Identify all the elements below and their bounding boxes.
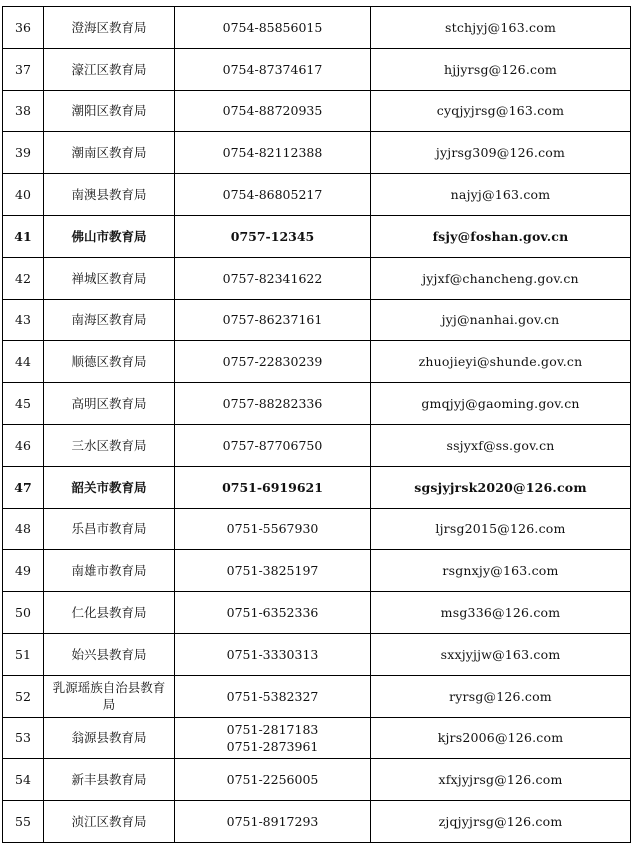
phone-number: 0751-3330313 <box>226 646 319 662</box>
table-row <box>3 675 631 717</box>
phone-number: 0754-85856015 <box>222 19 323 35</box>
row-number: 47 <box>3 466 44 508</box>
phone-cell <box>175 675 371 717</box>
phone-number: 0751-2256005 <box>226 772 319 788</box>
phone-cell <box>175 299 371 341</box>
email-address: cyqjyjrsg@163.com <box>371 90 631 132</box>
email-address: xfxjyjrsg@126.com <box>371 759 631 801</box>
table-row <box>3 801 631 843</box>
table-row <box>3 174 631 216</box>
table-row <box>3 383 631 425</box>
phone-number: 0757-22830239 <box>222 354 323 370</box>
phone-cell <box>175 550 371 592</box>
row-number: 49 <box>3 550 44 592</box>
email-address: ssjyxf@ss.gov.cn <box>371 424 631 466</box>
bureau-name: 乐昌市教育局 <box>44 508 175 550</box>
phone-number: 0751-2817183 <box>226 721 319 737</box>
email-address: jyjxf@chancheng.gov.cn <box>371 257 631 299</box>
phone-number: 0757-86237161 <box>222 312 323 328</box>
row-number: 37 <box>3 48 44 90</box>
phone-number: 0751-5382327 <box>226 688 319 704</box>
email-address: kjrs2006@126.com <box>371 717 631 759</box>
row-number: 39 <box>3 132 44 174</box>
table-row <box>3 508 631 550</box>
phone-cell <box>175 215 371 257</box>
bureau-name: 新丰县教育局 <box>44 759 175 801</box>
bureau-name: 韶关市教育局 <box>44 466 175 508</box>
phone-cell <box>175 592 371 634</box>
email-address: zjqjyjrsg@126.com <box>371 801 631 843</box>
email-address: zhuojieyi@shunde.gov.cn <box>371 341 631 383</box>
bureau-name: 乳源瑶族自治县教育局 <box>44 675 175 717</box>
email-address: hjjyrsg@126.com <box>371 48 631 90</box>
row-number: 40 <box>3 174 44 216</box>
phone-cell <box>175 341 371 383</box>
bureau-name: 南海区教育局 <box>44 299 175 341</box>
table-row <box>3 550 631 592</box>
email-address: jyj@nanhai.gov.cn <box>371 299 631 341</box>
phone-cell <box>175 7 371 49</box>
row-number: 54 <box>3 759 44 801</box>
bureau-name: 南雄市教育局 <box>44 550 175 592</box>
row-number: 41 <box>3 215 44 257</box>
phone-number: 0751-6352336 <box>226 605 319 621</box>
phone-cell <box>175 383 371 425</box>
email-address: sgsjyjrsk2020@126.com <box>371 466 631 508</box>
row-number: 36 <box>3 7 44 49</box>
phone-number: 0751-8917293 <box>226 814 319 830</box>
table-row <box>3 132 631 174</box>
bureau-name: 高明区教育局 <box>44 383 175 425</box>
table-row <box>3 257 631 299</box>
phone-cell <box>175 717 371 759</box>
email-address: ryrsg@126.com <box>371 675 631 717</box>
phone-cell <box>175 466 371 508</box>
table-row <box>3 717 631 759</box>
row-number: 55 <box>3 801 44 843</box>
row-number: 51 <box>3 633 44 675</box>
contact-table <box>2 6 631 843</box>
email-address: ljrsg2015@126.com <box>371 508 631 550</box>
bureau-name: 浈江区教育局 <box>44 801 175 843</box>
table-row <box>3 424 631 466</box>
row-number: 50 <box>3 592 44 634</box>
email-address: gmqjyj@gaoming.gov.cn <box>371 383 631 425</box>
phone-cell <box>175 132 371 174</box>
phone-number: 0751-2873961 <box>226 738 319 754</box>
table-row <box>3 592 631 634</box>
phone-cell <box>175 633 371 675</box>
bureau-name: 潮阳区教育局 <box>44 90 175 132</box>
phone-number: 0754-87374617 <box>222 61 323 77</box>
row-number: 52 <box>3 675 44 717</box>
row-number: 45 <box>3 383 44 425</box>
bureau-name: 始兴县教育局 <box>44 633 175 675</box>
row-number: 46 <box>3 424 44 466</box>
phone-number: 0754-82112388 <box>222 145 323 161</box>
phone-cell <box>175 257 371 299</box>
table-row <box>3 215 631 257</box>
bureau-name: 顺德区教育局 <box>44 341 175 383</box>
row-number: 42 <box>3 257 44 299</box>
phone-number: 0751-5567930 <box>226 521 319 537</box>
table-row <box>3 341 631 383</box>
phone-number: 0751-6919621 <box>222 479 323 495</box>
email-address: jyjrsg309@126.com <box>371 132 631 174</box>
phone-number: 0757-88282336 <box>222 396 323 412</box>
row-number: 38 <box>3 90 44 132</box>
bureau-name: 澄海区教育局 <box>44 7 175 49</box>
table-row <box>3 90 631 132</box>
phone-cell <box>175 48 371 90</box>
phone-number: 0754-88720935 <box>222 103 323 119</box>
phone-number: 0754-86805217 <box>222 187 323 203</box>
phone-cell <box>175 174 371 216</box>
email-address: najyj@163.com <box>371 174 631 216</box>
row-number: 43 <box>3 299 44 341</box>
email-address: fsjy@foshan.gov.cn <box>371 215 631 257</box>
phone-cell <box>175 424 371 466</box>
bureau-name: 濠江区教育局 <box>44 48 175 90</box>
phone-number: 0757-12345 <box>230 228 315 244</box>
bureau-name: 仁化县教育局 <box>44 592 175 634</box>
bureau-name: 翁源县教育局 <box>44 717 175 759</box>
table-row <box>3 466 631 508</box>
email-address: msg336@126.com <box>371 592 631 634</box>
phone-cell <box>175 90 371 132</box>
row-number: 44 <box>3 341 44 383</box>
table-row <box>3 299 631 341</box>
table-row <box>3 759 631 801</box>
bureau-name: 南澳县教育局 <box>44 174 175 216</box>
table-row <box>3 7 631 49</box>
bureau-name: 佛山市教育局 <box>44 215 175 257</box>
table-row <box>3 633 631 675</box>
phone-number: 0751-3825197 <box>226 563 319 579</box>
bureau-name: 三水区教育局 <box>44 424 175 466</box>
bureau-name: 潮南区教育局 <box>44 132 175 174</box>
phone-cell <box>175 801 371 843</box>
row-number: 48 <box>3 508 44 550</box>
row-number: 53 <box>3 717 44 759</box>
phone-number: 0757-82341622 <box>222 270 323 286</box>
email-address: sxxjyjjw@163.com <box>371 633 631 675</box>
contact-table-body <box>3 7 631 843</box>
bureau-name: 禅城区教育局 <box>44 257 175 299</box>
email-address: rsgnxjy@163.com <box>371 550 631 592</box>
phone-number: 0757-87706750 <box>222 437 323 453</box>
email-address: stchjyj@163.com <box>371 7 631 49</box>
table-row <box>3 48 631 90</box>
phone-cell <box>175 759 371 801</box>
phone-cell <box>175 508 371 550</box>
